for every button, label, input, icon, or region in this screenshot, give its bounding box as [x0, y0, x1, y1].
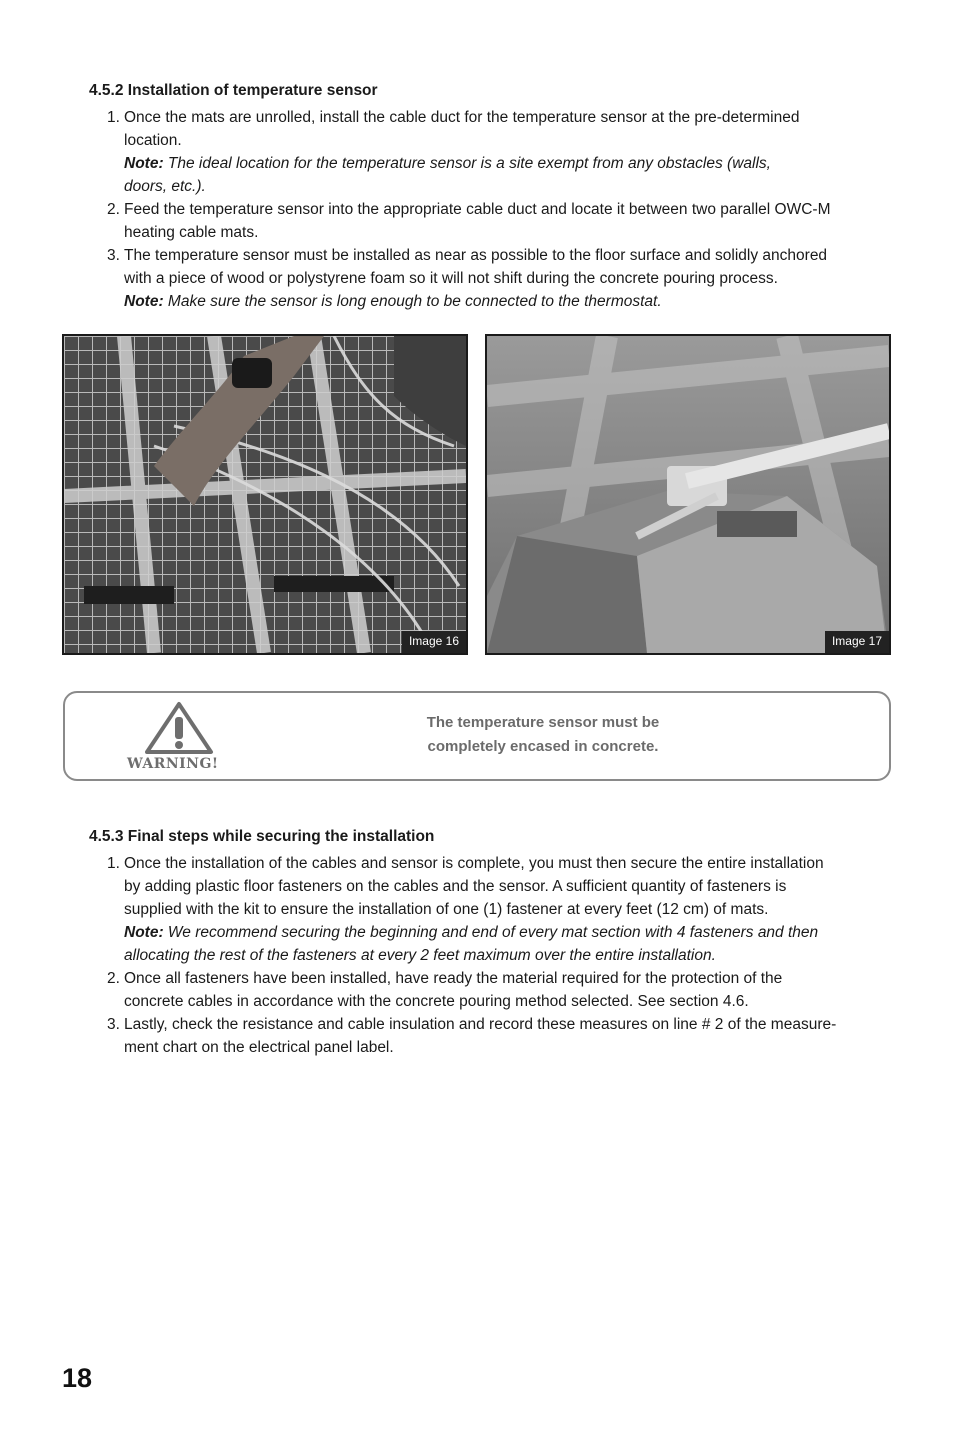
photo-heating-mat-illustration [64, 336, 466, 653]
item-number: 2. [107, 970, 120, 987]
warning-triangle-icon [143, 700, 215, 756]
note-text-line: Make sure the sensor is long enough to be connected to the thermostat. [163, 293, 662, 310]
note-label: Note: [124, 293, 164, 310]
item-text-line: Once all fasteners have been installed, have ready the material required for the protection of the [124, 970, 783, 987]
note-text-line: The ideal location for the temperature sensor is a site exempt from any obstacles (walls, [163, 155, 771, 172]
note-label: Note: [124, 924, 164, 941]
note-text-line: doors, etc.). [124, 178, 206, 195]
item-text-line: with a piece of wood or polystyrene foam so it will not shift during the concrete pouring process. [124, 270, 778, 287]
note-text-line: We recommend securing the beginning and end of every mat section with 4 fasteners and then [163, 924, 819, 941]
photo-sensor-anchored [485, 334, 891, 655]
item-text-line: supplied with the kit to ensure the installation of one (1) fastener at every feet (12 cm) of mats. [124, 901, 769, 918]
page-number: 18 [62, 1363, 93, 1393]
item-number: 2. [107, 201, 120, 218]
section-temperature-sensor [89, 80, 895, 313]
item-text-line: location. [124, 132, 182, 149]
item-text-line: ment chart on the electrical panel label. [124, 1039, 394, 1056]
item-text-line: Lastly, check the resistance and cable insulation and record these measures on line # 2 of the measure- [124, 1016, 837, 1033]
instruction-list [89, 106, 895, 313]
list-item [89, 106, 895, 198]
item-text-line: concrete cables in accordance with the concrete pouring method selected. See section 4.6. [124, 993, 749, 1010]
note-text-line: allocating the rest of the fasteners at every 2 feet maximum over the entire installation. [124, 947, 716, 964]
section-heading: 4.5.3 Final steps while securing the installation [89, 828, 435, 845]
item-number: 3. [107, 247, 120, 264]
list-item [89, 198, 895, 244]
item-text-line: The temperature sensor must be installed as near as possible to the floor surface and solidly anchored [124, 247, 828, 264]
list-item [89, 1013, 895, 1059]
item-text-line: Once the installation of the cables and sensor is complete, you must then secure the entire installation [124, 855, 824, 872]
note [124, 293, 662, 310]
image-caption: Image 17 [825, 631, 889, 653]
item-number: 3. [107, 1016, 120, 1033]
list-item [89, 852, 895, 967]
item-text-line: Feed the temperature sensor into the appropriate cable duct and locate it between two parallel OWC-M [124, 201, 831, 218]
item-text-line: Once the mats are unrolled, install the cable duct for the temperature sensor at the pre-determined [124, 109, 800, 126]
item-text-line: by adding plastic floor fasteners on the cables and the sensor. A sufficient quantity of fasteners is [124, 878, 787, 895]
warning-text-line: completely encased in concrete. [427, 738, 659, 755]
note [124, 155, 771, 195]
warning-label: WARNING! [127, 756, 219, 772]
instruction-list [89, 852, 895, 1059]
warning-text-line: The temperature sensor must be [426, 714, 660, 731]
list-item [89, 967, 895, 1013]
note [124, 924, 818, 964]
item-text-line: heating cable mats. [124, 224, 259, 241]
section-final-steps [89, 826, 895, 1059]
item-number: 1. [107, 855, 120, 872]
photo-heating-mat [62, 334, 468, 655]
list-item [89, 244, 895, 313]
note-label: Note: [124, 155, 164, 172]
photo-sensor-anchored-illustration [487, 336, 889, 653]
warning-text [365, 711, 721, 759]
warning-callout [63, 691, 891, 781]
item-number: 1. [107, 109, 120, 126]
image-caption: Image 16 [402, 631, 466, 653]
section-heading: 4.5.2 Installation of temperature sensor [89, 82, 378, 99]
